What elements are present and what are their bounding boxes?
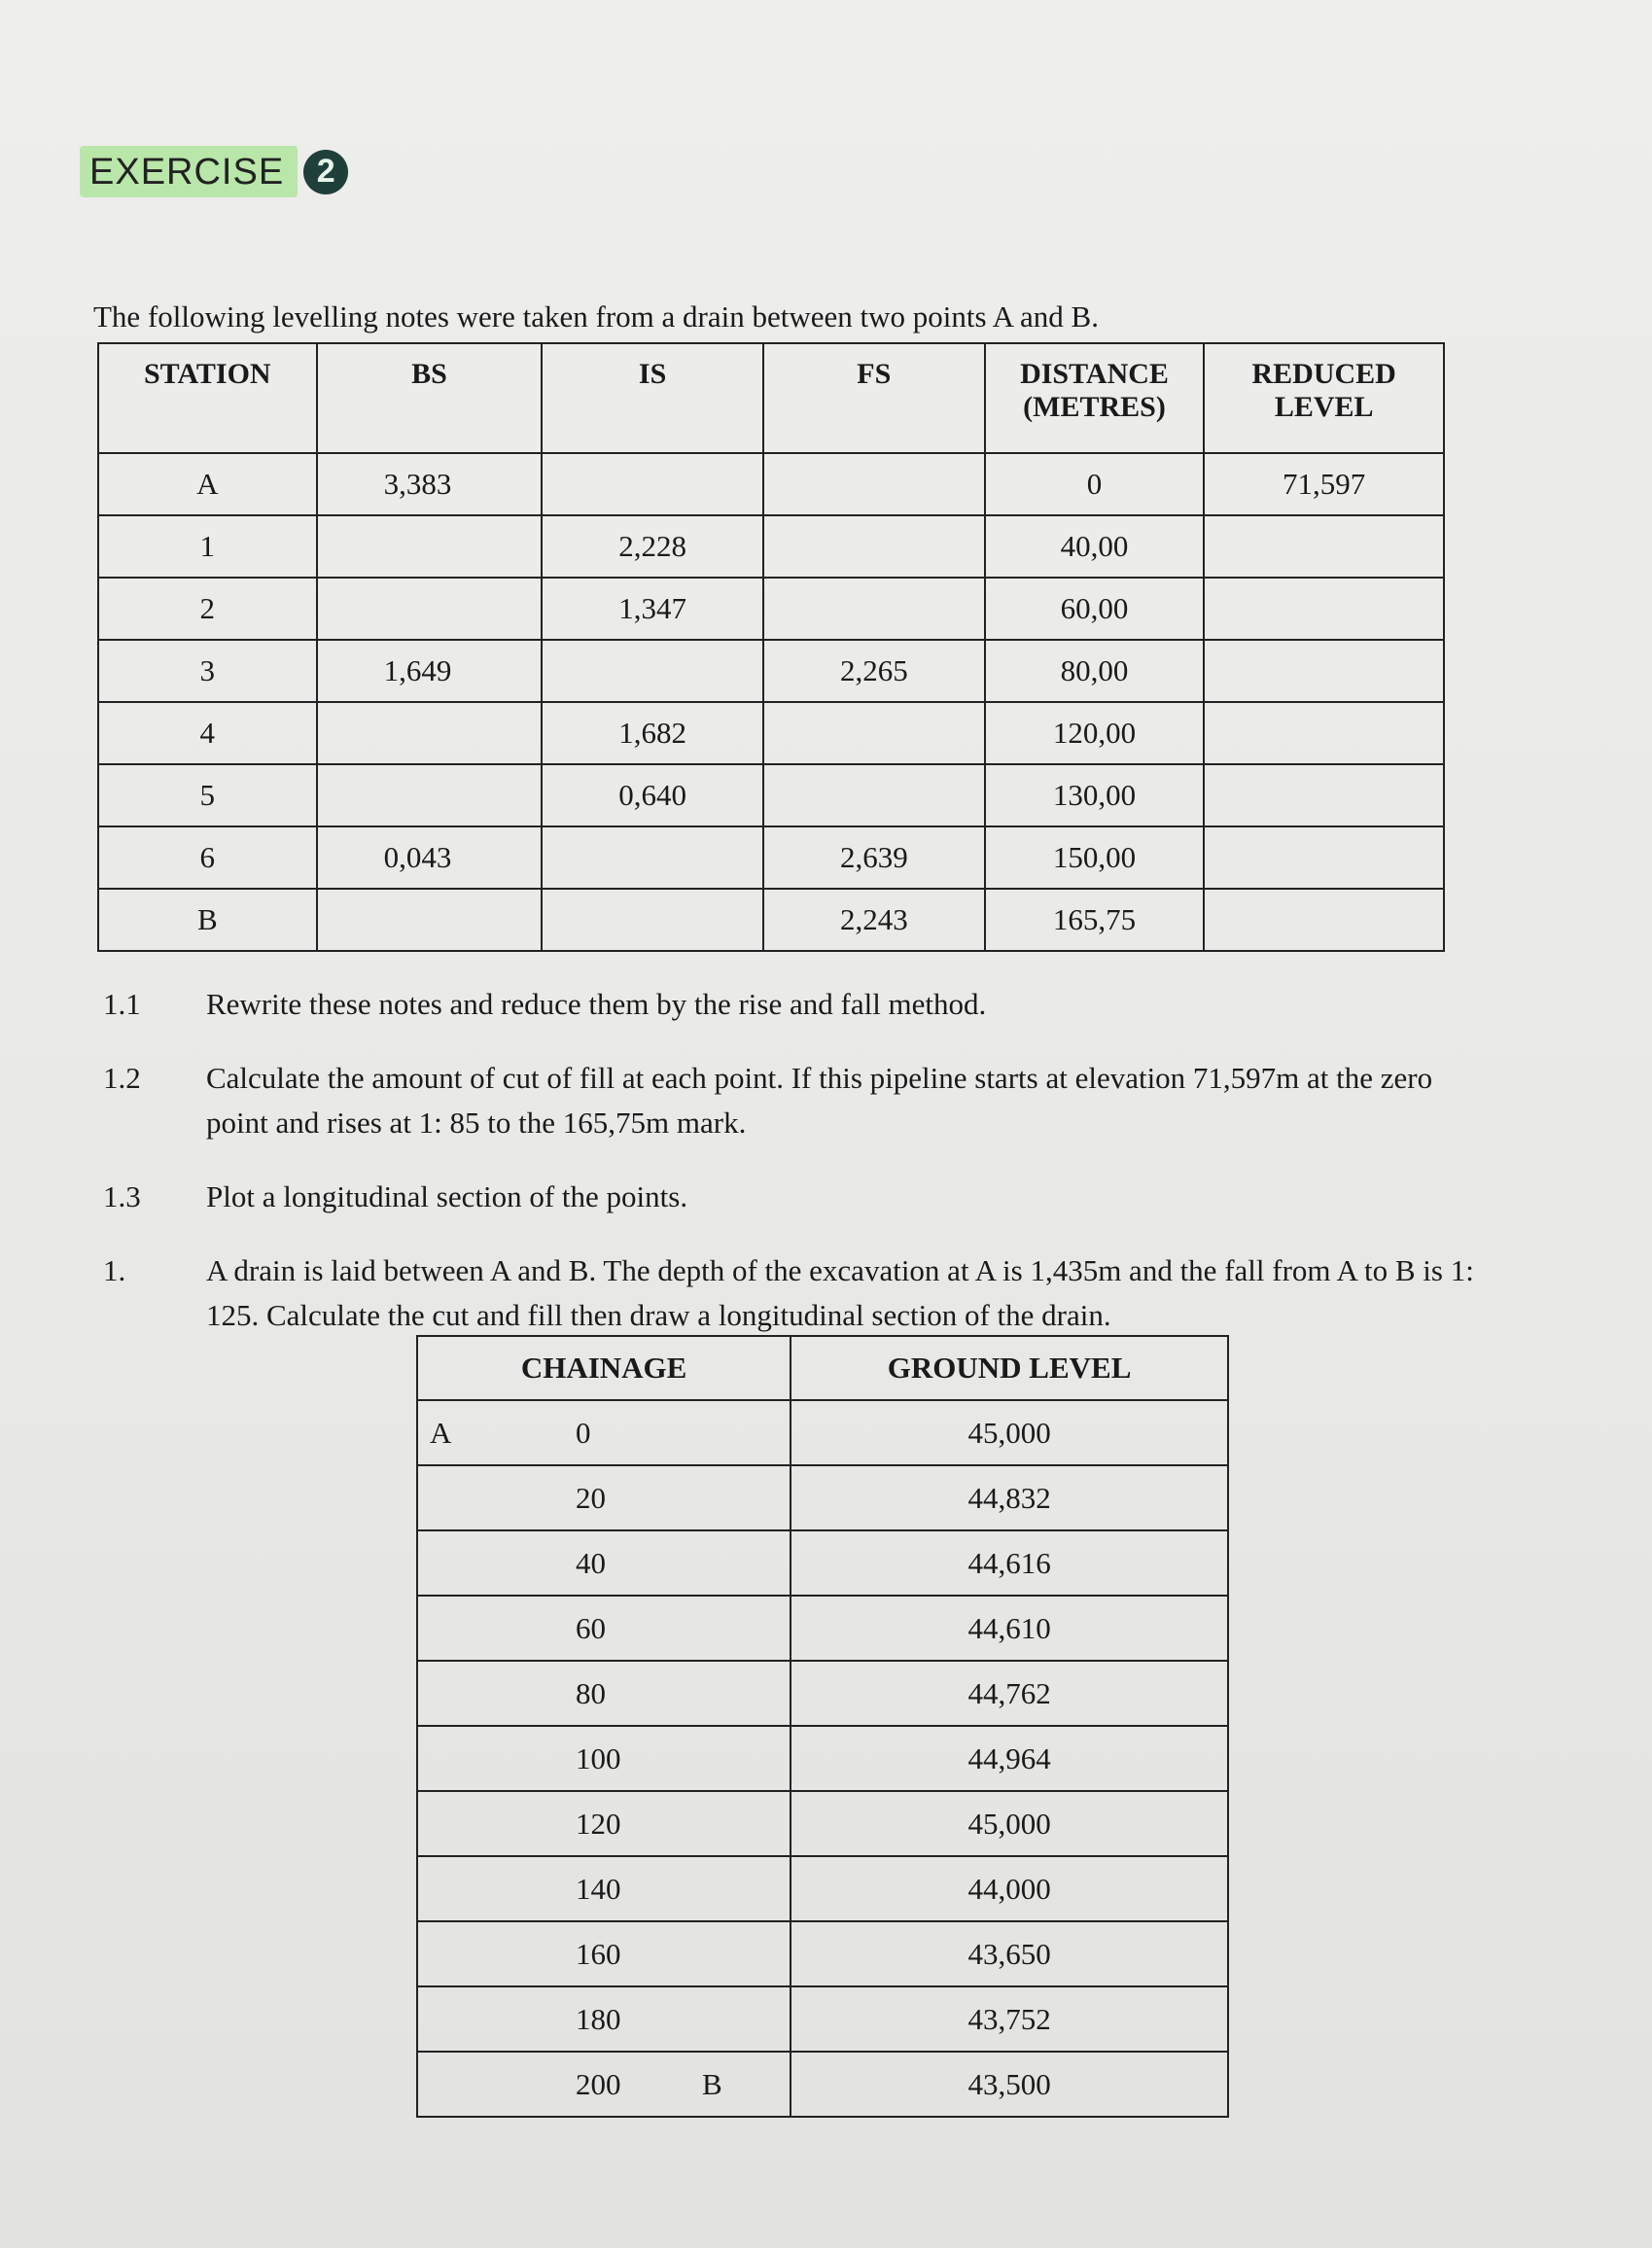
cell-bs: 3,383: [317, 453, 543, 515]
chainage-row: [417, 1400, 1228, 1465]
header-reduced-level: [1204, 343, 1444, 453]
cell-bs: 1,649: [317, 640, 543, 702]
chainage-table: [416, 1335, 1229, 2118]
header-bs: BS: [317, 343, 543, 453]
question-number: 1.3: [103, 1179, 141, 1213]
intro-text: The following levelling notes were taken from a drain between two points A and B.: [93, 299, 1099, 334]
cell-rl: [1204, 515, 1444, 578]
cell-ground-level: 44,832: [791, 1465, 1228, 1530]
cell-chainage: [417, 1726, 791, 1791]
header-rl-line2: LEVEL: [1274, 391, 1374, 423]
cell-distance: 165,75: [985, 889, 1205, 951]
question-text: Calculate the amount of cut of fill at each point. If this pipeline starts at elevation 71,597m at the zero point and rises at 1: 85 to the 165,75m mark.: [206, 1061, 1433, 1140]
cell-station: 3: [98, 640, 317, 702]
cell-bs: [317, 578, 543, 640]
chainage-row: [417, 1791, 1228, 1856]
chainage-value: 60: [576, 1610, 606, 1645]
chainage-value: 80: [576, 1675, 606, 1710]
cell-chainage: [417, 1400, 791, 1465]
question-number: 1.1: [103, 987, 141, 1021]
levelling-row: [98, 826, 1444, 889]
cell-distance: 120,00: [985, 702, 1205, 764]
question-text: A drain is laid between A and B. The depth of the excavation at A is 1,435m and the fall from A to B is 1: 125. Calculate the cut and fill then draw a longitudinal section of the drain.: [206, 1253, 1474, 1332]
question-number: 1.2: [103, 1061, 141, 1095]
cell-distance: 40,00: [985, 515, 1205, 578]
cell-station: 4: [98, 702, 317, 764]
cell-distance: 130,00: [985, 764, 1205, 826]
header-is: IS: [542, 343, 763, 453]
chainage-value: 0: [576, 1415, 591, 1450]
cell-chainage: [417, 1921, 791, 1986]
cell-rl: 71,597: [1204, 453, 1444, 515]
cell-fs: [763, 764, 985, 826]
cell-ground-level: 43,650: [791, 1921, 1228, 1986]
cell-fs: [763, 702, 985, 764]
cell-fs: [763, 515, 985, 578]
cell-chainage: [417, 1596, 791, 1661]
cell-fs: 2,639: [763, 826, 985, 889]
chainage-point-label: A: [430, 1415, 452, 1450]
levelling-row: [98, 640, 1444, 702]
cell-ground-level: 44,762: [791, 1661, 1228, 1726]
question-number: 1.: [103, 1253, 126, 1287]
cell-is: 1,682: [542, 702, 763, 764]
cell-station: A: [98, 453, 317, 515]
cell-distance: 60,00: [985, 578, 1205, 640]
cell-fs: [763, 578, 985, 640]
levelling-notes-table: [97, 342, 1445, 952]
cell-chainage: [417, 1856, 791, 1921]
cell-ground-level: 45,000: [791, 1400, 1228, 1465]
chainage-header-row: [417, 1336, 1228, 1400]
cell-chainage: [417, 1530, 791, 1596]
cell-chainage: [417, 1791, 791, 1856]
cell-bs: [317, 889, 543, 951]
chainage-value: 120: [576, 1806, 621, 1841]
chainage-value: 40: [576, 1545, 606, 1580]
header-fs: FS: [763, 343, 985, 453]
cell-chainage: [417, 2052, 791, 2117]
cell-rl: [1204, 764, 1444, 826]
cell-bs: [317, 702, 543, 764]
cell-is: 2,228: [542, 515, 763, 578]
chainage-row: [417, 1986, 1228, 2052]
chainage-row: [417, 1661, 1228, 1726]
chainage-row: [417, 1921, 1228, 1986]
header-chainage: CHAINAGE: [417, 1336, 791, 1400]
chainage-row: [417, 1596, 1228, 1661]
cell-station: 6: [98, 826, 317, 889]
cell-rl: [1204, 640, 1444, 702]
cell-is: [542, 640, 763, 702]
levelling-header-row: [98, 343, 1444, 453]
question-item: [103, 982, 1484, 1027]
header-distance-line1: DISTANCE: [1020, 358, 1169, 390]
cell-is: 1,347: [542, 578, 763, 640]
cell-chainage: [417, 1986, 791, 2052]
cell-is: [542, 889, 763, 951]
cell-rl: [1204, 889, 1444, 951]
chainage-value: 200: [576, 2066, 621, 2101]
chainage-value: 180: [576, 2001, 621, 2036]
chainage-value: 160: [576, 1936, 621, 1971]
chainage-value: 100: [576, 1740, 621, 1775]
cell-rl: [1204, 578, 1444, 640]
exercise-heading: [80, 146, 348, 197]
question-item: [103, 1248, 1484, 1338]
cell-is: [542, 453, 763, 515]
cell-ground-level: 44,616: [791, 1530, 1228, 1596]
question-text: Rewrite these notes and reduce them by the rise and fall method.: [206, 987, 987, 1021]
cell-distance: 0: [985, 453, 1205, 515]
header-ground-level: GROUND LEVEL: [791, 1336, 1228, 1400]
cell-fs: [763, 453, 985, 515]
cell-distance: 80,00: [985, 640, 1205, 702]
levelling-row: [98, 453, 1444, 515]
exercise-number-badge: 2: [303, 150, 348, 194]
cell-station: 2: [98, 578, 317, 640]
cell-is: [542, 826, 763, 889]
cell-is: 0,640: [542, 764, 763, 826]
levelling-row: [98, 889, 1444, 951]
header-distance-line2: (METRES): [1023, 391, 1166, 423]
cell-ground-level: 44,000: [791, 1856, 1228, 1921]
cell-distance: 150,00: [985, 826, 1205, 889]
exercise-label: EXERCISE: [80, 146, 298, 197]
chainage-row: [417, 1530, 1228, 1596]
header-rl-line1: REDUCED: [1251, 358, 1396, 390]
chainage-value: 20: [576, 1480, 606, 1515]
cell-station: B: [98, 889, 317, 951]
questions-list: [103, 982, 1484, 1367]
cell-bs: 0,043: [317, 826, 543, 889]
cell-chainage: [417, 1661, 791, 1726]
cell-fs: 2,265: [763, 640, 985, 702]
cell-fs: 2,243: [763, 889, 985, 951]
header-station: STATION: [98, 343, 317, 453]
chainage-row: [417, 1856, 1228, 1921]
cell-ground-level: 43,500: [791, 2052, 1228, 2117]
levelling-row: [98, 702, 1444, 764]
chainage-end-label: B: [702, 2066, 722, 2101]
cell-rl: [1204, 826, 1444, 889]
cell-rl: [1204, 702, 1444, 764]
chainage-row: [417, 1465, 1228, 1530]
cell-station: 1: [98, 515, 317, 578]
levelling-row: [98, 764, 1444, 826]
header-distance: [985, 343, 1205, 453]
levelling-row: [98, 515, 1444, 578]
cell-ground-level: 44,964: [791, 1726, 1228, 1791]
levelling-row: [98, 578, 1444, 640]
question-item: [103, 1056, 1484, 1145]
cell-bs: [317, 764, 543, 826]
chainage-value: 140: [576, 1871, 621, 1906]
cell-bs: [317, 515, 543, 578]
chainage-row: [417, 2052, 1228, 2117]
chainage-row: [417, 1726, 1228, 1791]
question-text: Plot a longitudinal section of the points.: [206, 1179, 688, 1213]
cell-chainage: [417, 1465, 791, 1530]
cell-ground-level: 45,000: [791, 1791, 1228, 1856]
question-item: [103, 1175, 1484, 1219]
cell-station: 5: [98, 764, 317, 826]
cell-ground-level: 43,752: [791, 1986, 1228, 2052]
cell-ground-level: 44,610: [791, 1596, 1228, 1661]
